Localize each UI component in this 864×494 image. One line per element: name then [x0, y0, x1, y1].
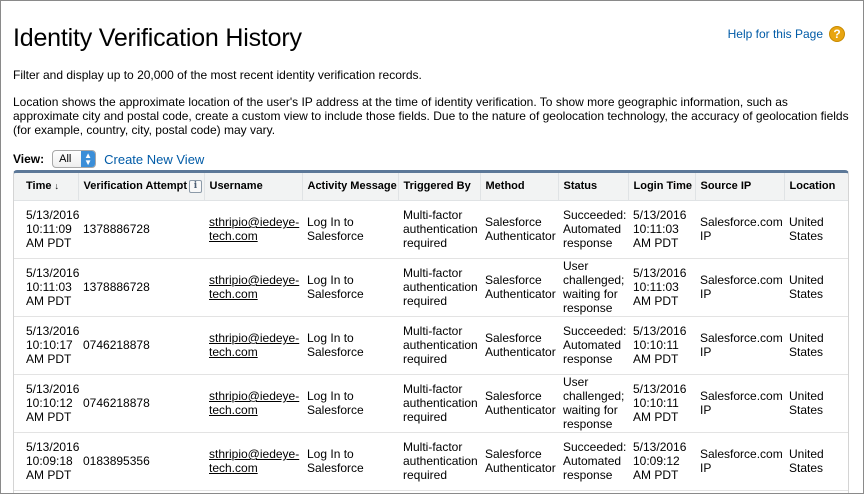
- cell-time: 5/13/2016 10:10:12 AM PDT: [14, 374, 78, 432]
- description-filter: Filter and display up to 20,000 of the most recent identity verification records.: [13, 68, 422, 82]
- cell-triggered: Multi-factor authentication required: [398, 200, 480, 258]
- view-filter: [13, 150, 204, 168]
- cell-activity: Log In to Salesforce: [302, 200, 398, 258]
- view-select[interactable]: [52, 150, 96, 168]
- column-header-source-ip[interactable]: Source IP: [695, 173, 784, 200]
- cell-triggered: Multi-factor authentication required: [398, 374, 480, 432]
- cell-attempt: 1378886728: [78, 258, 204, 316]
- cell-triggered: Multi-factor authentication required: [398, 432, 480, 490]
- table-header: [14, 173, 848, 200]
- cell-method: Salesforce Authenticator: [480, 200, 558, 258]
- help-section: [728, 26, 845, 42]
- column-header-username[interactable]: Username: [204, 173, 302, 200]
- username-link[interactable]: sthripio@iedeye-tech.com: [209, 331, 300, 359]
- info-icon[interactable]: i: [189, 180, 202, 193]
- cell-location: United States: [784, 374, 848, 432]
- table-row: [14, 316, 848, 374]
- cell-attempt: 1378886728: [78, 200, 204, 258]
- cell-time: 5/13/2016 10:11:03 AM PDT: [14, 258, 78, 316]
- cell-location: United States: [784, 316, 848, 374]
- verification-table: [13, 170, 849, 494]
- column-header-triggered[interactable]: Triggered By: [398, 173, 480, 200]
- cell-login-time: 5/13/2016 10:10:11 AM PDT: [628, 316, 695, 374]
- cell-status: User challenged; waiting for response: [558, 258, 628, 316]
- cell-attempt: 0746218878: [78, 316, 204, 374]
- cell-login-time: 5/13/2016 10:11:03 AM PDT: [628, 258, 695, 316]
- username-link[interactable]: sthripio@iedeye-tech.com: [209, 273, 300, 301]
- cell-username: [204, 200, 302, 258]
- username-link[interactable]: sthripio@iedeye-tech.com: [209, 215, 300, 243]
- cell-activity: Log In to Salesforce: [302, 432, 398, 490]
- cell-triggered: Multi-factor authentication required: [398, 258, 480, 316]
- description-location: Location shows the approximate location of the user's IP address at the time of identity verification. To show more geographic information, such as approximate city and postal code, create a custom view to include those fields. Due to the nature of geolocation technology, the accuracy of geolocation fields (for example, country, city, postal code) may vary.: [13, 95, 849, 137]
- help-link[interactable]: Help for this Page: [727, 27, 823, 41]
- cell-status: Succeeded: Automated response: [558, 432, 628, 490]
- view-select-value: All: [59, 153, 72, 165]
- cell-source-ip: Salesforce.com IP: [695, 258, 784, 316]
- cell-time: 5/13/2016 10:10:17 AM PDT: [14, 316, 78, 374]
- cell-time: 5/13/2016 10:09:18 AM PDT: [14, 432, 78, 490]
- sort-down-icon: ↓: [54, 181, 59, 192]
- cell-attempt: 0746218878: [78, 374, 204, 432]
- create-new-view-link[interactable]: Create New View: [104, 151, 205, 167]
- cell-method: Salesforce Authenticator: [480, 316, 558, 374]
- cell-activity: Log In to Salesforce: [302, 316, 398, 374]
- cell-status: Succeeded: Automated response: [558, 316, 628, 374]
- cell-login-time: 5/13/2016 10:10:11 AM PDT: [628, 374, 695, 432]
- cell-username: [204, 374, 302, 432]
- select-arrows-icon: ▲ ▼: [81, 151, 95, 167]
- column-header-location[interactable]: Location: [784, 173, 848, 200]
- help-icon[interactable]: ?: [829, 26, 845, 42]
- cell-method: Salesforce Authenticator: [480, 258, 558, 316]
- cell-method: Salesforce Authenticator: [480, 432, 558, 490]
- cell-source-ip: Salesforce.com IP: [695, 200, 784, 258]
- cell-time: 5/13/2016 10:11:09 AM PDT: [14, 200, 78, 258]
- column-header-status[interactable]: Status: [558, 173, 628, 200]
- cell-triggered: Multi-factor authentication required: [398, 316, 480, 374]
- cell-login-time: 5/13/2016 10:09:12 AM PDT: [628, 432, 695, 490]
- cell-status: User challenged; waiting for response: [558, 374, 628, 432]
- column-header-attempt[interactable]: Verification Attempt i: [78, 173, 204, 200]
- username-link[interactable]: sthripio@iedeye-tech.com: [209, 447, 300, 475]
- table-row: [14, 258, 848, 316]
- username-link[interactable]: sthripio@iedeye-tech.com: [209, 389, 300, 417]
- cell-activity: Log In to Salesforce: [302, 258, 398, 316]
- cell-username: [204, 432, 302, 490]
- column-header-time[interactable]: Time ↓: [14, 173, 78, 200]
- cell-activity: Log In to Salesforce: [302, 374, 398, 432]
- cell-location: United States: [784, 432, 848, 490]
- cell-status: Succeeded: Automated response: [558, 200, 628, 258]
- column-header-activity[interactable]: Activity Message: [302, 173, 398, 200]
- cell-login-time: 5/13/2016 10:11:03 AM PDT: [628, 200, 695, 258]
- cell-source-ip: Salesforce.com IP: [695, 432, 784, 490]
- column-header-login-time[interactable]: Login Time: [628, 173, 695, 200]
- view-label: View:: [13, 152, 45, 166]
- cell-username: [204, 258, 302, 316]
- table-row: [14, 374, 848, 432]
- page-title: Identity Verification History: [13, 24, 302, 52]
- table-row: [14, 432, 848, 490]
- cell-username: [204, 316, 302, 374]
- cell-source-ip: Salesforce.com IP: [695, 316, 784, 374]
- cell-source-ip: Salesforce.com IP: [695, 374, 784, 432]
- cell-location: United States: [784, 258, 848, 316]
- column-header-method[interactable]: Method: [480, 173, 558, 200]
- history-table: [14, 173, 849, 491]
- cell-location: United States: [784, 200, 848, 258]
- cell-attempt: 0183895356: [78, 432, 204, 490]
- cell-method: Salesforce Authenticator: [480, 374, 558, 432]
- table-row: [14, 200, 848, 258]
